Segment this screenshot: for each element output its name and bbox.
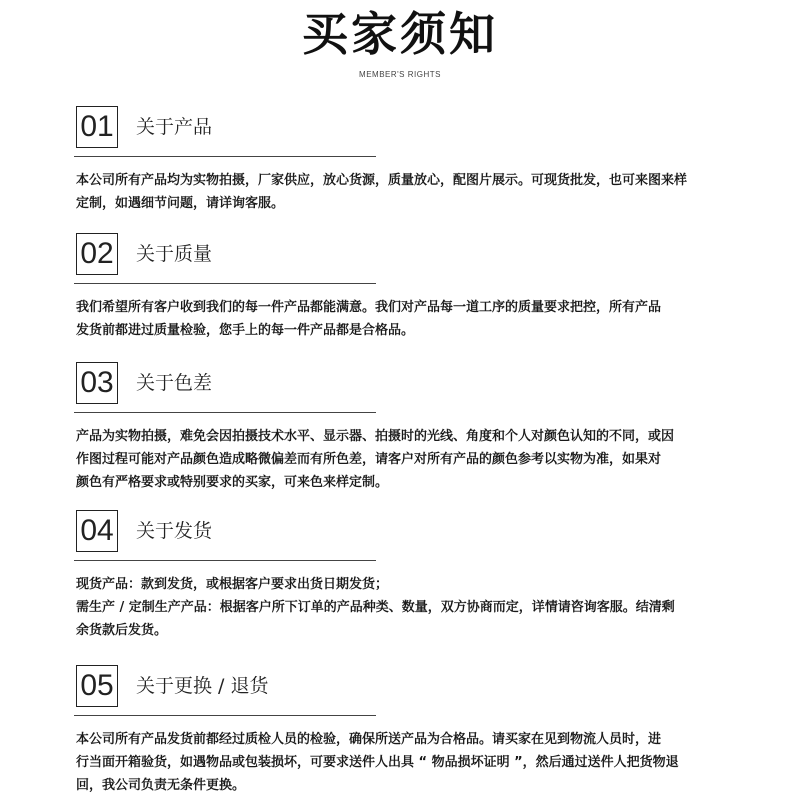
section-heading: 关于色差: [136, 372, 213, 394]
section-number: 01: [76, 106, 118, 148]
body-line: 回，我公司负责无条件更换。: [76, 778, 246, 793]
body-line: 我们希望所有客户收到我们的每一件产品都能满意。我们对产品每一道工序的质量要求把控，所有产品: [76, 300, 662, 315]
section-divider: [74, 560, 376, 561]
section-number: 04: [76, 510, 118, 552]
section-divider: [74, 283, 376, 284]
section-heading: 关于质量: [136, 243, 213, 265]
section-body: [76, 169, 736, 215]
body-line: 发货前都进过质量检验，您手上的每一件产品都是合格品。: [76, 323, 415, 338]
body-line: 余货款后发货。: [76, 623, 168, 638]
body-line: 产品为实物拍摄，难免会因拍摄技术水平、显示器、拍摄时的光线、角度和个人对颜色认知的不同，或因: [76, 429, 675, 444]
section-number: 02: [76, 233, 118, 275]
section-heading: 关于更换 / 退货: [136, 675, 269, 697]
section-body: [76, 573, 736, 642]
body-line: 本公司所有产品均为实物拍摄，厂家供应，放心货源，质量放心，配图片展示。可现货批发，也可来图来样: [76, 173, 688, 188]
body-line: 现货产品：款到发货，或根据客户要求出货日期发货；: [76, 577, 389, 592]
body-line: 行当面开箱验货，如遇物品或包装损坏，可要求送件人出具 “ 物品损坏证明 ”，然后通过送件人把货物退: [76, 755, 679, 770]
body-line: 作图过程可能对产品颜色造成略微偏差而有所色差，请客户对所有产品的颜色参考以实物为准，如果对: [76, 452, 662, 467]
page-subtitle: MEMBER'S RIGHTS: [359, 70, 441, 79]
page-title: 买家须知: [302, 7, 498, 61]
body-line: 定制，如遇细节问题，请详询客服。: [76, 196, 285, 211]
section-divider: [74, 156, 376, 157]
section-number: 05: [76, 665, 118, 707]
section-number: 03: [76, 362, 118, 404]
section-body: [76, 425, 736, 494]
body-line: 需生产 / 定制生产产品：根据客户所下订单的产品种类、数量，双方协商而定，详情请咨询客服。结清剩: [76, 600, 675, 615]
section-divider: [74, 715, 376, 716]
section-heading: 关于产品: [136, 116, 213, 138]
body-line: 本公司所有产品发货前都经过质检人员的检验，确保所送产品为合格品。请买家在见到物流人员时，进: [76, 732, 662, 747]
section-heading: 关于发货: [136, 520, 213, 542]
section-divider: [74, 412, 376, 413]
section-body: [76, 296, 736, 342]
body-line: 颜色有严格要求或特别要求的买家，可来色来样定制。: [76, 475, 389, 490]
section-body: [76, 728, 736, 797]
